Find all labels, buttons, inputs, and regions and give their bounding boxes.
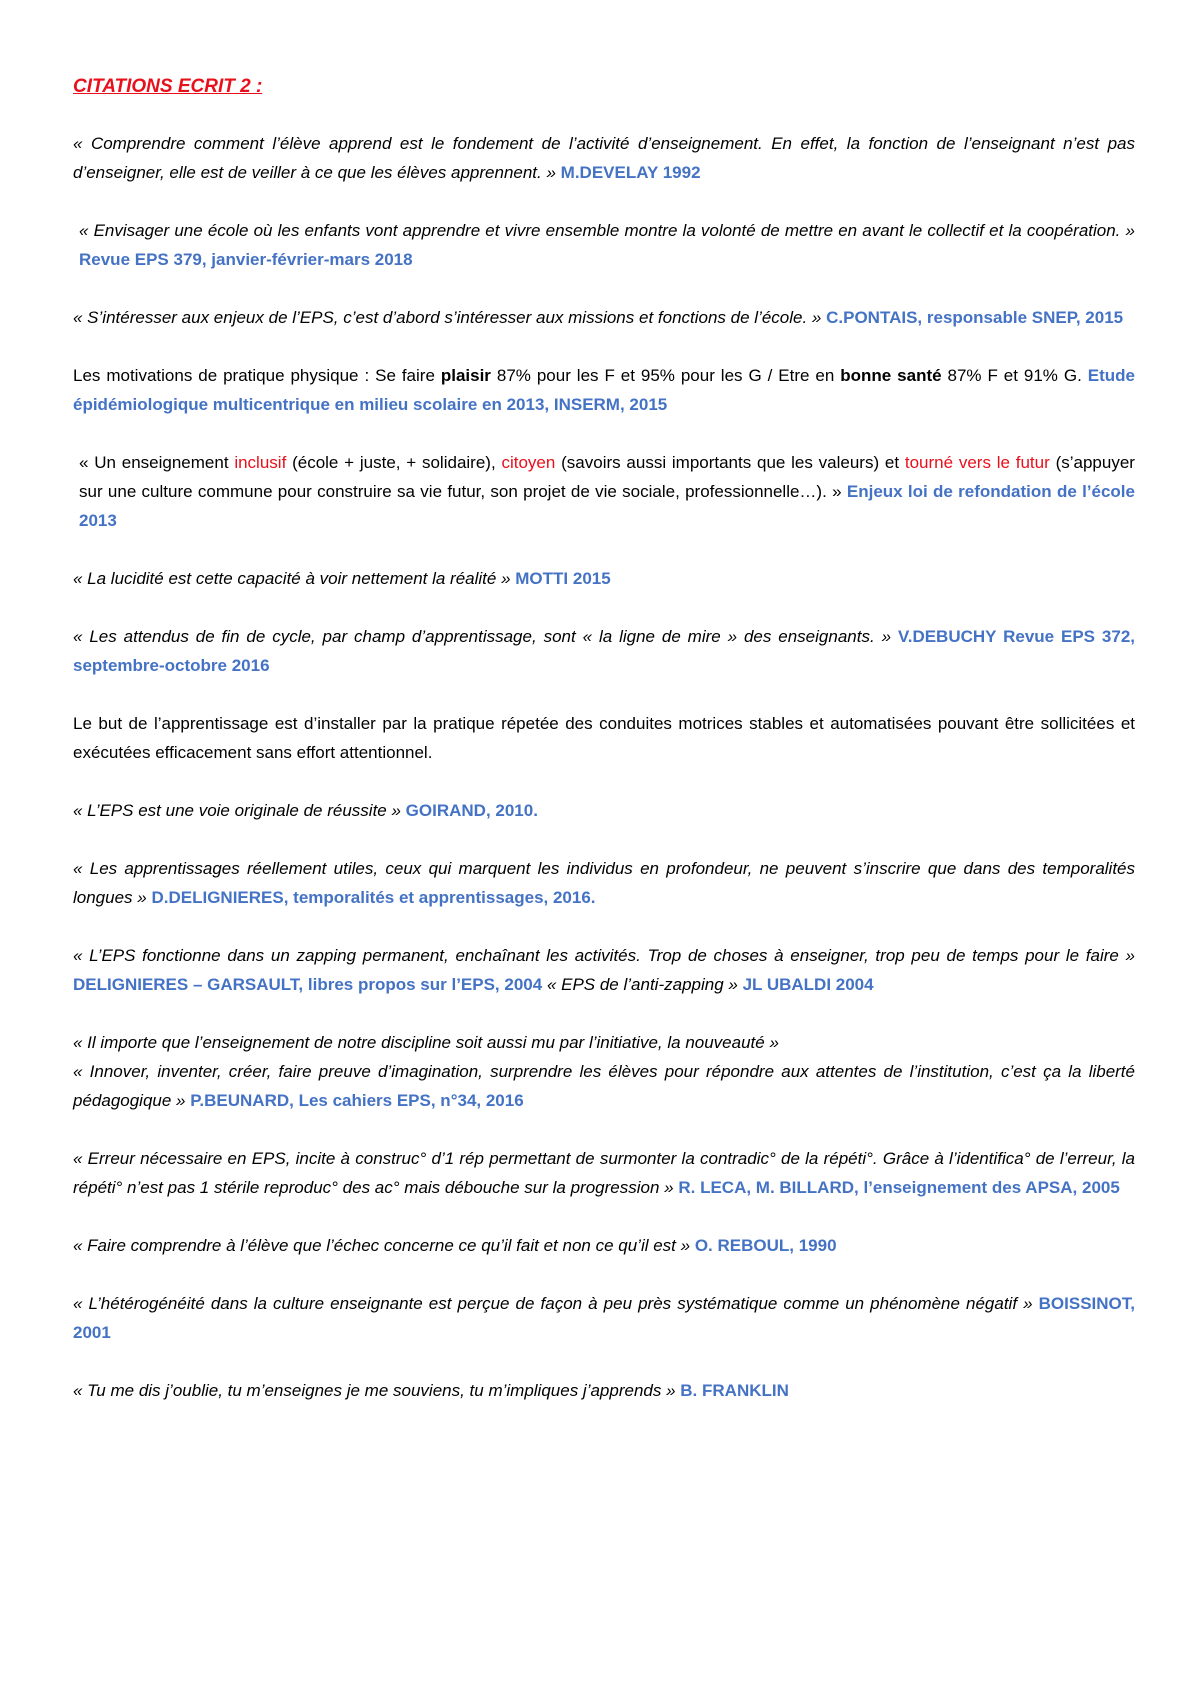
citation-text: « L’EPS est une voie originale de réussite » <box>73 801 401 820</box>
citation-zapping <box>73 941 1135 999</box>
citation-source: B. FRANKLIN <box>680 1381 789 1400</box>
citation-source: P.BEUNARD, Les cahiers EPS, n°34, 2016 <box>190 1091 524 1110</box>
citation-text: « Innover, inventer, créer, faire preuve d’imagination, surprendre les élèves pour répondre aux attentes de l’institution, c’est ça la liberté pédagogique » <box>73 1062 1135 1110</box>
citation-source: V.DEBUCHY Revue EPS 372, septembre-octobre 2016 <box>73 627 1135 675</box>
citation-text: « Les apprentissages réellement utiles, ceux qui marquent les individus en profondeur, ne peuvent s’inscrire que dans des temporalités longues » <box>73 859 1135 907</box>
citation-source: M.DEVELAY 1992 <box>560 163 701 182</box>
citation-bold-plaisir: plaisir <box>440 366 491 385</box>
citation-text-part: « Un enseignement <box>79 453 229 472</box>
citation-text: « L’EPS fonctionne dans un zapping permanent, enchaînant les activités. Trop de choses à enseigner, trop peu de temps pour le faire » <box>73 946 1135 965</box>
citation-source: D.DELIGNIERES, temporalités et apprentissages, 2016. <box>151 888 596 907</box>
citation-red-inclusif: inclusif <box>234 453 287 472</box>
citation-source: O. REBOUL, 1990 <box>694 1236 837 1255</box>
citation-source: C.PONTAIS, responsable SNEP, 2015 <box>826 308 1124 327</box>
citation-text: « Comprendre comment l’élève apprend est le fondement de l’activité d’enseignement. En effet, la fonction de l’enseignant n’est pas d’enseigner, elle est de veiller à ce que les élèves apprennent. » <box>73 134 1135 182</box>
citation-refondation <box>73 448 1135 535</box>
citation-line-1: « Il importe que l’enseignement de notre discipline soit aussi mu par l’initiative, la nouveauté » <box>73 1033 779 1052</box>
citation-text-part: (s’appuyer sur une culture commune pour construire sa vie futur, son projet de vie sociale, professionnelle…). » <box>79 453 1135 501</box>
citation-goirand <box>73 796 1135 825</box>
citation-red-futur: tourné vers le futur <box>904 453 1050 472</box>
citation-text: « L’hétérogénéité dans la culture enseignante est perçue de façon à peu près systématique comme un phénomène négatif » <box>73 1294 1033 1313</box>
citation-source-2: JL UBALDI 2004 <box>742 975 874 994</box>
citation-source: GOIRAND, 2010. <box>405 801 538 820</box>
citation-text: « Envisager une école où les enfants vont apprendre et vivre ensemble montre la volonté de mettre en avant le collectif et la coopération. » <box>79 221 1135 240</box>
citation-franklin <box>73 1376 1135 1405</box>
citation-debuchy <box>73 622 1135 680</box>
citation-text: « Les attendus de fin de cycle, par champ d’apprentissage, sont « la ligne de mire » des enseignants. » <box>73 627 892 646</box>
citation-reboul <box>73 1231 1135 1260</box>
document-page <box>73 72 1135 1434</box>
citation-source: MOTTI 2015 <box>515 569 611 588</box>
citation-inserm <box>73 361 1135 419</box>
citation-revue-eps-379 <box>73 216 1135 274</box>
citation-apprentissage <box>73 709 1135 767</box>
citation-text-part: 87% F et 91% G. <box>947 366 1082 385</box>
citation-text-2: « EPS de l’anti-zapping » <box>546 975 738 994</box>
citation-text: « Faire comprendre à l’élève que l’échec concerne ce qu’il fait et non ce qu’il est » <box>73 1236 691 1255</box>
citation-source: Revue EPS 379, janvier-février-mars 2018 <box>79 250 413 269</box>
citation-source: DELIGNIERES – GARSAULT, libres propos sur l’EPS, 2004 <box>73 975 543 994</box>
citation-bold-sante: bonne santé <box>840 366 942 385</box>
citation-text-part: Les motivations de pratique physique : Se faire <box>73 366 435 385</box>
citation-develay <box>73 129 1135 187</box>
citation-leca <box>73 1144 1135 1202</box>
citation-text: « S’intéresser aux enjeux de l’EPS, c’est d’abord s’intéresser aux missions et fonctions de l’école. » <box>73 308 822 327</box>
citation-text-part: 87% pour les F et 95% pour les G / Etre en <box>496 366 835 385</box>
citation-boissinot <box>73 1289 1135 1347</box>
citation-beunard <box>73 1028 1135 1115</box>
citation-text: « La lucidité est cette capacité à voir nettement la réalité » <box>73 569 511 588</box>
citation-delignieres <box>73 854 1135 912</box>
citation-source: Etude épidémiologique multicentrique en milieu scolaire en 2013, INSERM, 2015 <box>73 366 1135 414</box>
citation-text: « Erreur nécessaire en EPS, incite à construc° d’1 rép permettant de surmonter la contradic° de la répéti°. Grâce à l’identifica° de l’erreur, la répéti° n’est pas 1 stérile reproduc° des ac° mais débouche sur la progression » <box>73 1149 1135 1197</box>
citation-text-part: (savoirs aussi importants que les valeurs) et <box>561 453 900 472</box>
citation-text: Le but de l’apprentissage est d’installer par la pratique répetée des conduites motrices stables et automatisées pouvant être sollicitées et exécutées efficacement sans effort attentionnel. <box>73 714 1135 762</box>
citation-red-citoyen: citoyen <box>501 453 556 472</box>
citation-motti <box>73 564 1135 593</box>
citation-source: R. LECA, M. BILLARD, l’enseignement des APSA, 2005 <box>678 1178 1120 1197</box>
citation-pontais <box>73 303 1135 332</box>
citation-source: Enjeux loi de refondation de l’école 2013 <box>79 482 1135 530</box>
citation-source: BOISSINOT, 2001 <box>73 1294 1135 1342</box>
citation-text: « Tu me dis j’oublie, tu m’enseignes je me souviens, tu m’impliques j’apprends » <box>73 1381 676 1400</box>
document-title: CITATIONS ECRIT 2 : <box>73 76 263 97</box>
citation-text-part: (école + juste, + solidaire), <box>292 453 496 472</box>
